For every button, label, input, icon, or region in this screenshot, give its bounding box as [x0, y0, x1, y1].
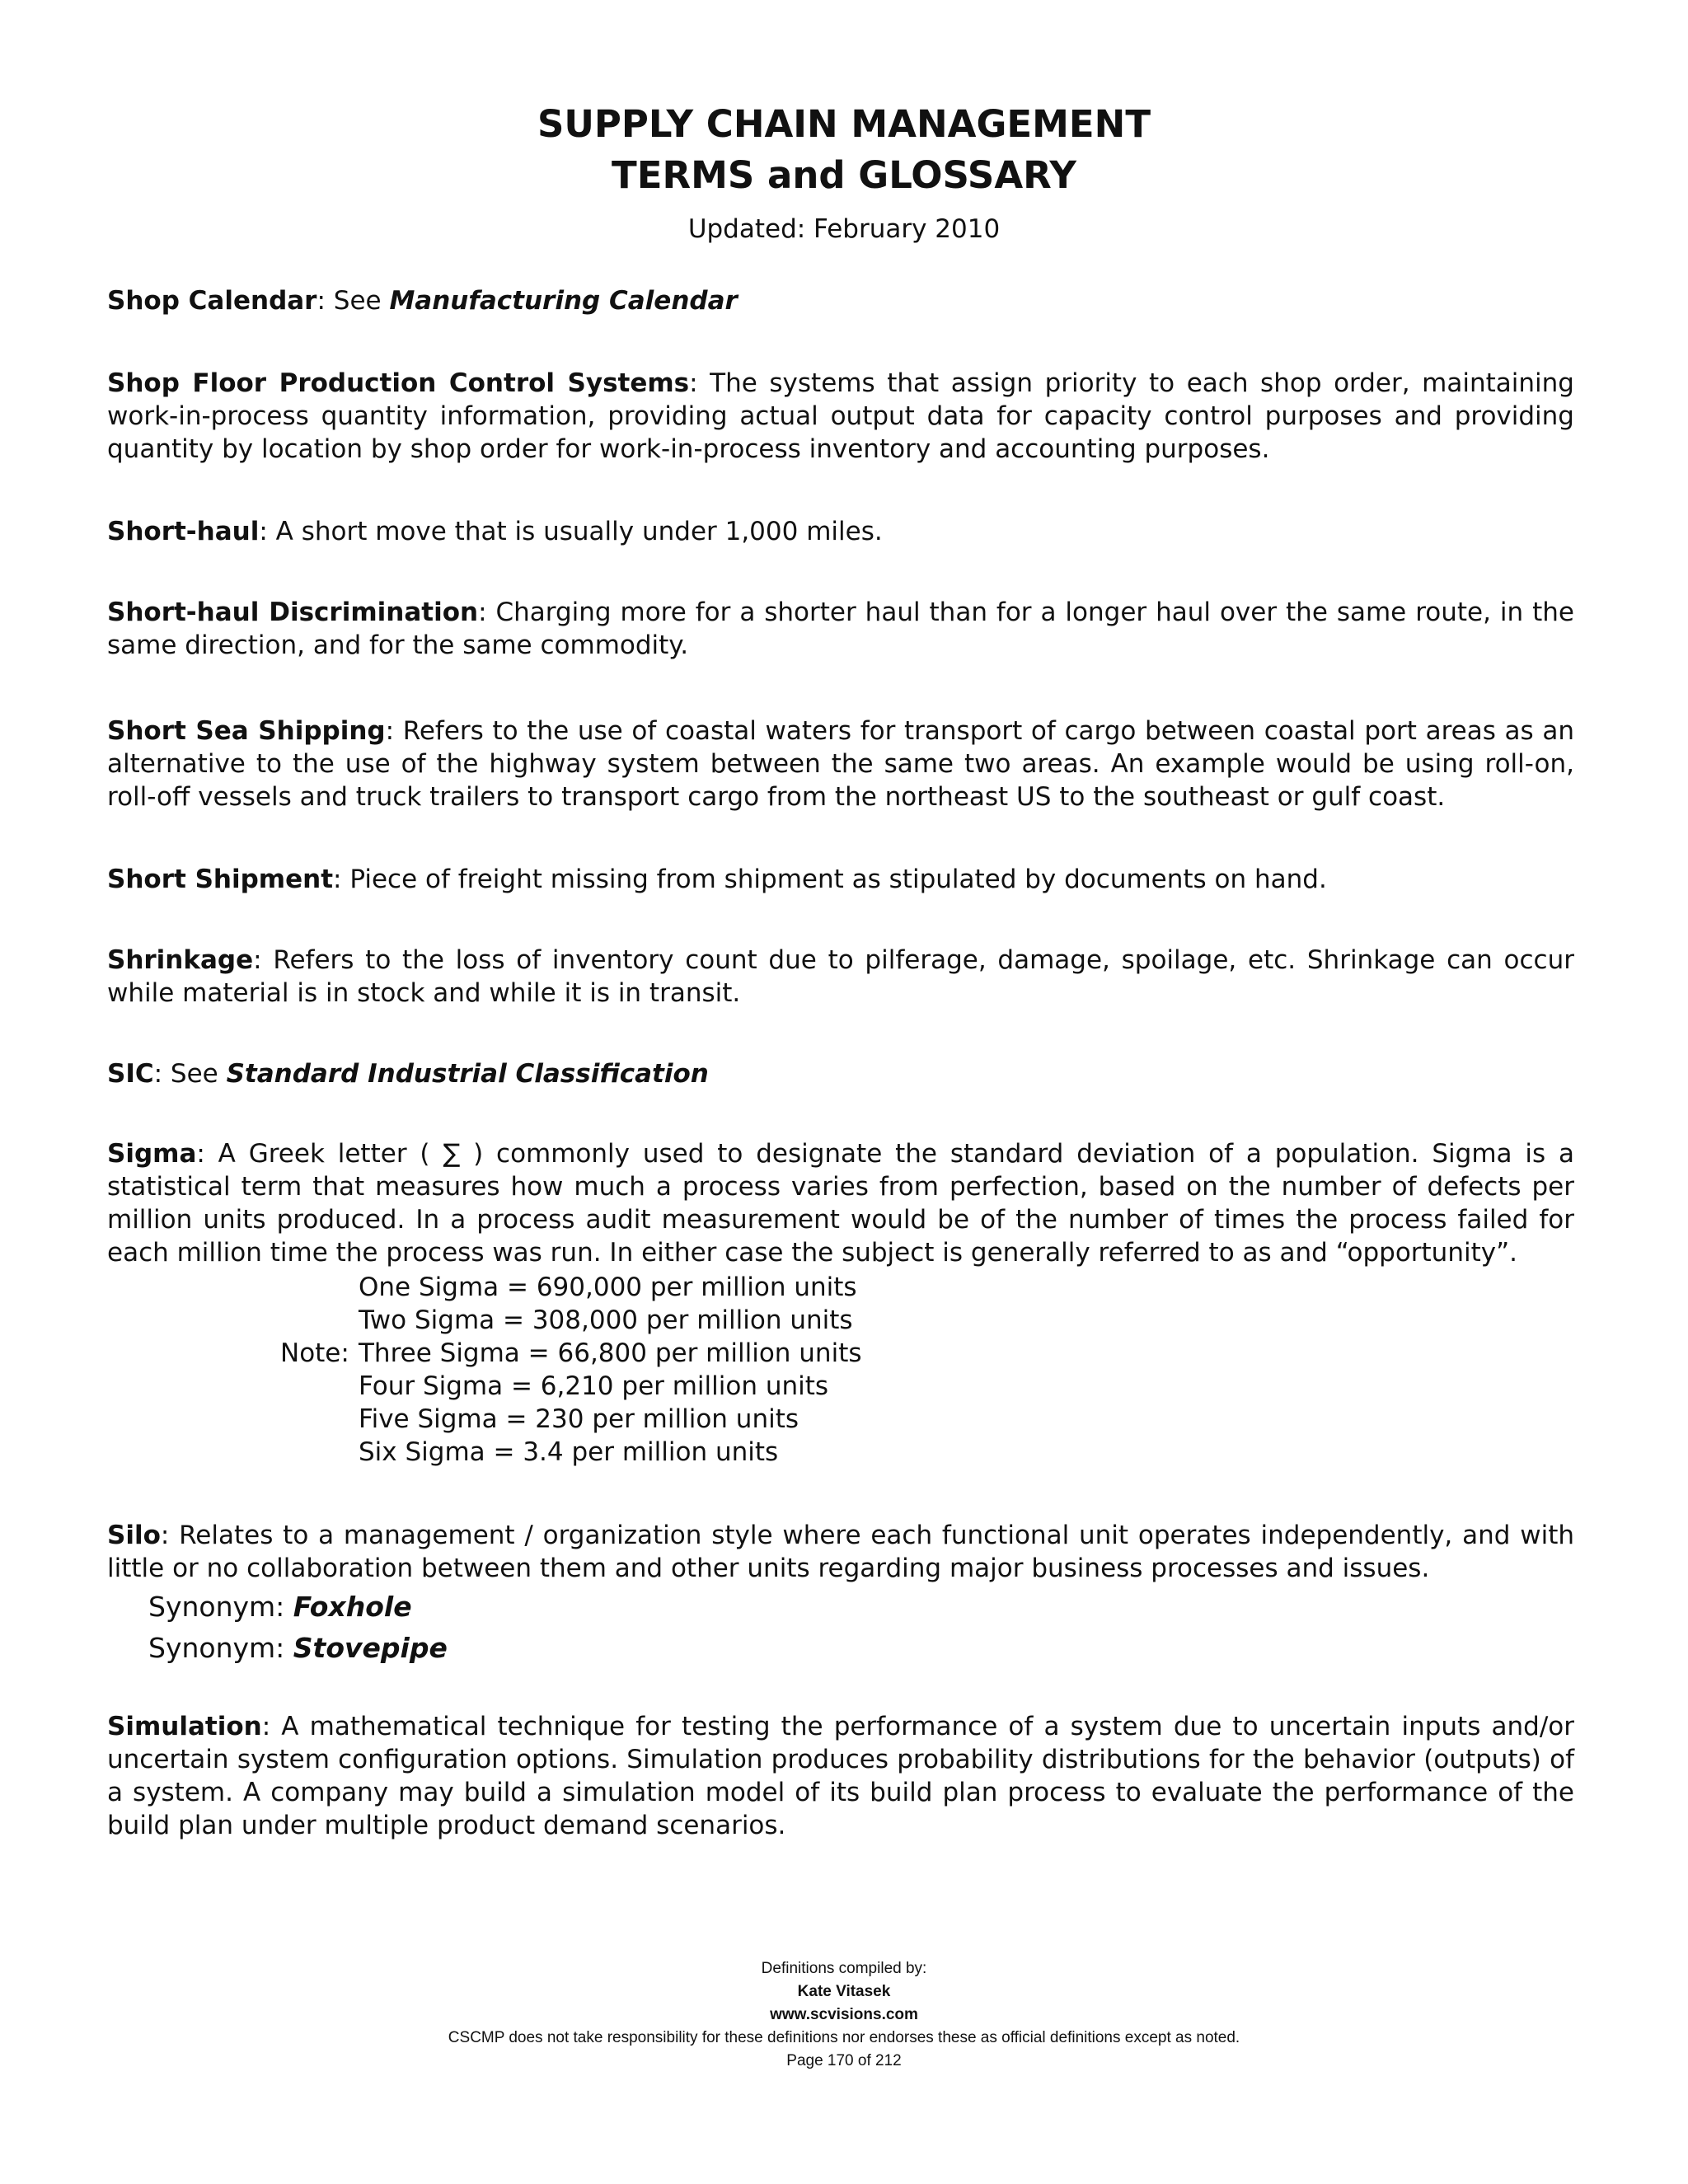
footer-disclaimer: CSCMP does not take responsibility for these definitions nor endorses these as official definitions except as noted. — [448, 2029, 1240, 2046]
entry-short-haul — [107, 515, 1574, 548]
entry-sigma — [107, 1137, 1574, 1269]
entry-sep: : See — [153, 1059, 227, 1089]
entry-shrinkage — [107, 944, 1574, 1010]
title-line-2: TERMS and GLOSSARY — [612, 153, 1076, 197]
entry-definition: : A short move that is usually under 1,000 miles. — [259, 517, 883, 546]
entry-definition: : Refers to the loss of inventory count due to pilferage, damage, spoilage, etc. Shrinkage can occur while material is in stock and while it is in transit. — [107, 945, 1574, 1008]
entry-sep: : See — [316, 286, 390, 316]
synonym-foxhole — [148, 1586, 412, 1628]
synonym-value: Stovepipe — [293, 1632, 448, 1664]
entry-term: Short Shipment — [107, 865, 334, 894]
entry-definition: : Piece of freight missing from shipment as stipulated by documents on hand. — [333, 865, 1327, 894]
entry-term: Silo — [107, 1521, 161, 1550]
note-line: Three Sigma = 66,800 per million units — [359, 1338, 862, 1368]
note-line: Six Sigma = 3.4 per million units — [359, 1437, 779, 1467]
entry-definition: : Charging more for a shorter haul than for a longer haul over the same route, in the same direction, and for the same commodity. — [107, 598, 1574, 660]
page-header — [0, 99, 1688, 247]
synonym-label: Synonym: — [148, 1591, 293, 1623]
entry-definition: : The systems that assign priority to each shop order, maintaining work-in-process quantity information, providing actual output data for capacity control purposes and providing quantity by location by shop order for work-in-process inventory and accounting purposes. — [107, 368, 1574, 464]
note-line: One Sigma = 690,000 per million units — [359, 1272, 857, 1302]
entry-term: Short Sea Shipping — [107, 716, 386, 746]
page-footer — [0, 1957, 1688, 2073]
synonym-stovepipe — [148, 1628, 448, 1669]
note-lines — [359, 1271, 862, 1469]
entry-definition: : A Greek letter ( ∑ ) commonly used to designate the standard deviation of a population. Sigma is a statistical term that measures how much a process varies from perfection, based on the number of defects per million units produced. In a process audit measurement would be of the number of times the process failed for each million time the process was run. In either case the subject is generally referred to as and “opportunity”. — [107, 1139, 1574, 1268]
synonym-label: Synonym: — [148, 1632, 293, 1664]
entry-cross-reference: Standard Industrial Classification — [226, 1059, 709, 1089]
entry-term: Shrinkage — [107, 945, 254, 975]
updated-date: Updated: February 2010 — [687, 214, 1001, 244]
note-line: Five Sigma = 230 per million units — [359, 1404, 799, 1434]
entry-definition: : Relates to a management / organization style where each functional unit operates independently, and with little or no collaboration between them and other units regarding major business processes and issues. — [107, 1521, 1574, 1583]
note-line: Four Sigma = 6,210 per million units — [359, 1371, 829, 1401]
entry-short-haul-discrimination — [107, 596, 1574, 662]
entry-definition: : Refers to the use of coastal waters for transport of cargo between coastal port areas as an alternative to the use of the highway system between the same two areas. An example would be using roll-on, roll-off vessels and truck trailers to transport cargo from the northeast US to the southeast or gulf coast. — [107, 716, 1574, 812]
entry-shop-calendar — [107, 284, 1574, 317]
footer-compiled-by: Definitions compiled by: — [761, 1960, 927, 1977]
entry-term: Shop Floor Production Control Systems — [107, 368, 690, 398]
note-label: Note: — [280, 1338, 349, 1368]
footer-website: www.scvisions.com — [770, 2006, 918, 2023]
entry-term: Short-haul Discrimination — [107, 598, 479, 627]
entry-shop-floor-production-control-systems — [107, 367, 1574, 466]
entry-silo — [107, 1519, 1574, 1585]
entry-term: Simulation — [107, 1712, 262, 1741]
entry-term: Sigma — [107, 1139, 197, 1169]
synonym-value: Foxhole — [293, 1591, 412, 1623]
entry-simulation — [107, 1710, 1574, 1842]
entry-sic — [107, 1057, 1574, 1090]
footer-author: Kate Vitasek — [797, 1983, 891, 2000]
footer-page-number: Page 170 of 212 — [786, 2052, 902, 2069]
entry-term: SIC — [107, 1059, 154, 1089]
entry-term: Short-haul — [107, 517, 260, 546]
note-line: Two Sigma = 308,000 per million units — [359, 1305, 853, 1335]
entry-term: Shop Calendar — [107, 286, 317, 316]
entry-cross-reference: Manufacturing Calendar — [389, 286, 738, 316]
entry-short-shipment — [107, 863, 1574, 896]
title-line-1: SUPPLY CHAIN MANAGEMENT — [537, 102, 1151, 146]
entry-short-sea-shipping — [107, 715, 1574, 813]
entry-definition: : A mathematical technique for testing the performance of a system due to uncertain inputs and/or uncertain system configuration options. Simulation produces probability distributions for the behavior (outputs) of a system. A company may build a simulation model of its build plan process to evaluate the performance of the build plan under multiple product demand scenarios. — [107, 1712, 1574, 1840]
